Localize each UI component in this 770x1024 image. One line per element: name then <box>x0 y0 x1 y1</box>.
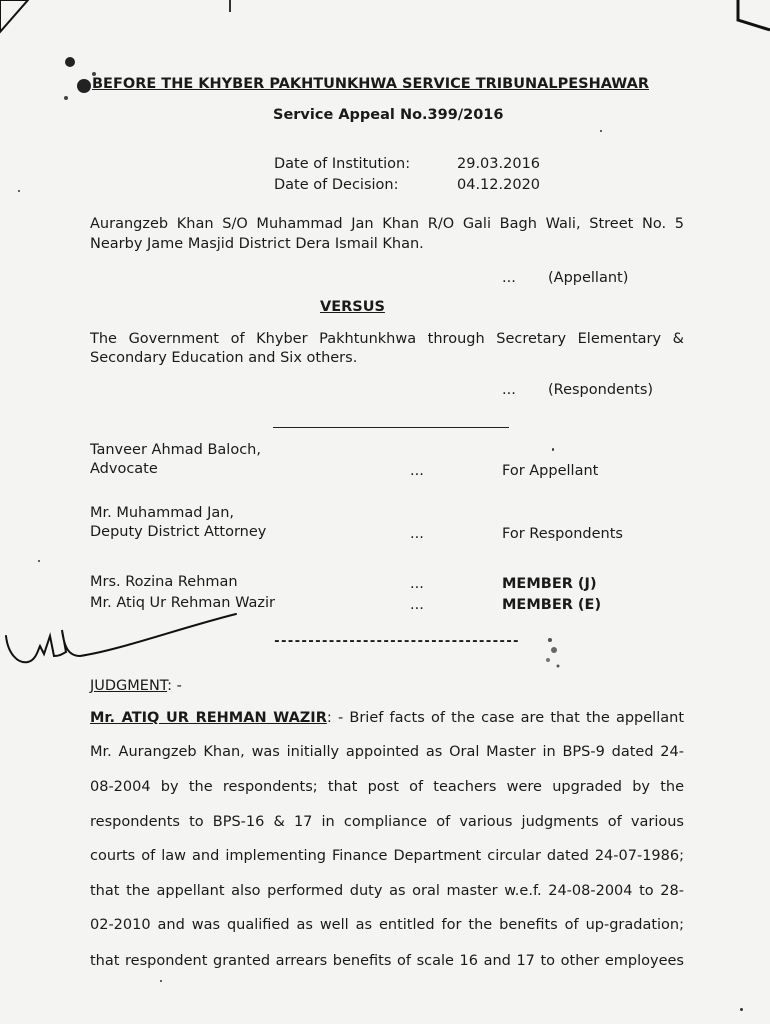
institution-date-value: 29.03.2016 <box>457 156 541 172</box>
section-divider <box>273 427 509 428</box>
institution-date-label: Date of Institution: <box>274 156 411 172</box>
member-judicial-name: Mrs. Rozina Rehman <box>90 574 238 590</box>
appellant-line-1: Aurangzeb Khan S/O Muhammad Jan Khan R/O Gali Bagh Wali, Street No. 5 <box>90 216 684 232</box>
decision-date-value: 04.12.2020 <box>457 177 541 193</box>
dashed-separator: ------------------------------------ <box>273 634 519 649</box>
judgment-heading-suffix: : - <box>167 678 182 694</box>
member-judicial-role: MEMBER (J) <box>502 576 597 592</box>
counsel-appellant-for: For Appellant <box>502 463 599 479</box>
appellant-line-2: Nearby Jame Masjid District Dera Ismail Khan. <box>90 236 424 252</box>
judgment-line-5: courts of law and implementing Finance Department circular dated 24-07-1986; <box>90 848 684 864</box>
counsel-respondent-for: For Respondents <box>502 526 623 542</box>
scan-speck <box>38 560 40 562</box>
appeal-number: Service Appeal No.399/2016 <box>273 107 504 123</box>
corner-fold-mark <box>0 0 40 40</box>
member-executive-role: MEMBER (E) <box>502 597 602 613</box>
judgment-line-1-text: : - Brief facts of the case are that the appellant <box>326 710 685 726</box>
respondent-line-1: The Government of Khyber Pakhtunkhwa through Secretary Elementary & <box>90 331 684 347</box>
counsel-appellant-title: Advocate <box>90 461 158 477</box>
counsel-appellant-dots: ... <box>410 463 424 479</box>
judgment-line-3: 08-2004 by the respondents; that post of teachers were upgraded by the <box>90 779 684 795</box>
court-title: BEFORE THE KHYBER PAKHTUNKHWA SERVICE TRIBUNALPESHAWAR <box>92 76 650 92</box>
member-executive-dots: ... <box>410 597 424 613</box>
scan-speck <box>740 1008 743 1011</box>
respondent-dots: ... <box>502 382 516 398</box>
scan-speck <box>552 448 554 451</box>
judgment-heading-text: JUDGMENT <box>90 678 168 694</box>
counsel-appellant-name: Tanveer Ahmad Baloch, <box>90 442 261 458</box>
scan-speck <box>600 130 602 132</box>
member-judicial-dots: ... <box>410 576 424 592</box>
appellant-role: (Appellant) <box>548 270 629 286</box>
appellant-dots: ... <box>502 270 516 286</box>
judgment-author: Mr. ATIQ UR REHMAN WAZIR <box>90 710 327 726</box>
judgment-heading <box>90 678 182 694</box>
versus-heading: VERSUS <box>320 299 385 315</box>
respondent-role: (Respondents) <box>548 382 654 398</box>
respondent-line-2: Secondary Education and Six others. <box>90 350 358 366</box>
judgment-line-2: Mr. Aurangzeb Khan, was initially appointed as Oral Master in BPS-9 dated 24- <box>90 744 684 760</box>
handwritten-signature <box>0 606 240 672</box>
judgment-line-4: respondents to BPS-16 & 17 in compliance of various judgments of various <box>90 814 684 830</box>
judgment-line-6: that the appellant also performed duty as oral master w.e.f. 24-08-2004 to 28- <box>90 883 684 899</box>
judgment-line-8: that respondent granted arrears benefits of scale 16 and 17 to other employees <box>90 953 684 969</box>
member-executive-name: Mr. Atiq Ur Rehman Wazir <box>90 595 275 611</box>
judgment-line-1 <box>90 710 684 726</box>
scan-speck <box>18 190 20 192</box>
counsel-respondent-dots: ... <box>410 526 424 542</box>
judgment-line-7: 02-2010 and was qualified as well as entitled for the benefits of up-gradation; <box>90 917 684 933</box>
decision-date-label: Date of Decision: <box>274 177 399 193</box>
counsel-respondent-name: Mr. Muhammad Jan, <box>90 505 235 521</box>
scan-speck <box>160 980 162 982</box>
scan-tick <box>229 0 231 12</box>
counsel-respondent-title: Deputy District Attorney <box>90 524 267 540</box>
corner-fold-mark-right <box>730 0 770 34</box>
stamp-smudge <box>540 632 570 672</box>
